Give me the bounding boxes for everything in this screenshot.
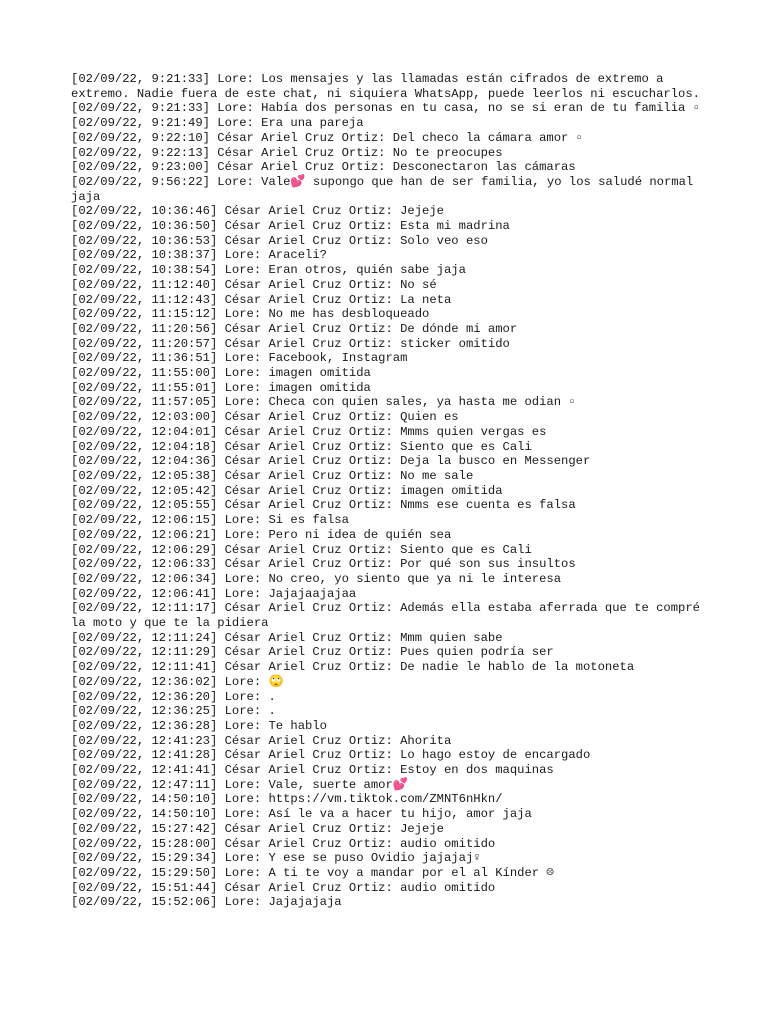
- chat-line: [02/09/22, 12:06:41] Lore: Jajajaajajaa: [71, 586, 357, 601]
- chat-line: [02/09/22, 11:15:12] Lore: No me has desbloqueado: [71, 307, 430, 322]
- chat-line: [02/09/22, 9:23:00] César Ariel Cruz Ortiz: Desconectaron las cámaras: [71, 160, 576, 175]
- chat-line: [02/09/22, 11:20:56] César Ariel Cruz Ortiz: De dónde mi amor: [71, 321, 518, 336]
- chat-line: [02/09/22, 15:27:42] César Ariel Cruz Ortiz: Jejeje: [71, 821, 444, 836]
- chat-line: [02/09/22, 11:57:05] Lore: Checa con quien sales, ya hasta me odian ▫: [71, 395, 576, 410]
- chat-line: [02/09/22, 12:11:29] César Ariel Cruz Ortiz: Pues quien podría ser: [71, 645, 554, 660]
- chat-line: [02/09/22, 9:22:10] César Ariel Cruz Ortiz: Del checo la cámara amor ▫: [71, 130, 583, 145]
- chat-line: [02/09/22, 12:05:38] César Ariel Cruz Ortiz: No me sale: [71, 468, 474, 483]
- chat-line: [02/09/22, 9:21:49] Lore: Era una pareja: [71, 116, 364, 131]
- chat-log: [71, 72, 708, 910]
- chat-line: [02/09/22, 12:36:02] Lore: 🙄: [71, 674, 284, 689]
- chat-line: [02/09/22, 15:52:06] Lore: Jajajajaja: [71, 895, 342, 910]
- chat-line: [02/09/22, 12:04:18] César Ariel Cruz Ortiz: Siento que es Cali: [71, 439, 532, 454]
- chat-line: [02/09/22, 12:05:42] César Ariel Cruz Ortiz: imagen omitida: [71, 483, 503, 498]
- chat-line: [02/09/22, 9:21:33] Lore: Había dos personas en tu casa, no se si eran de tu familia ▫: [71, 101, 700, 116]
- chat-line: [02/09/22, 14:50:10] Lore: https://vm.tiktok.com/ZMNT6nHkn/: [71, 792, 503, 807]
- chat-line: [02/09/22, 12:36:25] Lore: .: [71, 704, 276, 719]
- chat-line: [02/09/22, 12:11:17] César Ariel Cruz Ortiz: Además ella estaba aferrada que te compré la moto y que te la pidiera: [71, 601, 708, 631]
- chat-line: [02/09/22, 10:36:50] César Ariel Cruz Ortiz: Esta mi madrina: [71, 219, 510, 234]
- chat-line: [02/09/22, 12:11:41] César Ariel Cruz Ortiz: De nadie le hablo de la motoneta: [71, 660, 635, 675]
- chat-line: [02/09/22, 15:28:00] César Ariel Cruz Ortiz: audio omitido: [71, 836, 496, 851]
- chat-line: [02/09/22, 15:29:50] Lore: A ti te voy a mandar por el al Kínder ☹: [71, 865, 554, 880]
- chat-line: [02/09/22, 11:12:43] César Ariel Cruz Ortiz: La neta: [71, 292, 452, 307]
- chat-line: [02/09/22, 9:22:13] César Ariel Cruz Ortiz: No te preocupes: [71, 145, 503, 160]
- chat-line: [02/09/22, 11:36:51] Lore: Facebook, Instagram: [71, 351, 408, 366]
- chat-line: [02/09/22, 11:55:01] Lore: imagen omitida: [71, 380, 371, 395]
- chat-line: [02/09/22, 12:06:21] Lore: Pero ni idea de quién sea: [71, 527, 452, 542]
- chat-line: [02/09/22, 12:06:29] César Ariel Cruz Ortiz: Siento que es Cali: [71, 542, 532, 557]
- chat-line: [02/09/22, 11:55:00] Lore: imagen omitida: [71, 366, 371, 381]
- chat-line: [02/09/22, 12:06:34] Lore: No creo, yo siento que ya ni le interesa: [71, 571, 562, 586]
- chat-line: [02/09/22, 14:50:10] Lore: Así le va a hacer tu hijo, amor jaja: [71, 807, 532, 822]
- chat-line: [02/09/22, 15:29:34] Lore: Y ese se puso Ovidio jajajaj♀: [71, 851, 481, 866]
- chat-line: [02/09/22, 12:06:33] César Ariel Cruz Ortiz: Por qué son sus insultos: [71, 557, 576, 572]
- chat-line: [02/09/22, 12:04:01] César Ariel Cruz Ortiz: Mmms quien vergas es: [71, 424, 547, 439]
- chat-line: [02/09/22, 11:12:40] César Ariel Cruz Ortiz: No sé: [71, 277, 437, 292]
- chat-line: [02/09/22, 12:36:28] Lore: Te hablo: [71, 718, 327, 733]
- chat-line: [02/09/22, 12:11:24] César Ariel Cruz Ortiz: Mmm quien sabe: [71, 630, 503, 645]
- chat-line: [02/09/22, 12:47:11] Lore: Vale, suerte amor💕: [71, 777, 408, 792]
- chat-line: [02/09/22, 15:51:44] César Ariel Cruz Ortiz: audio omitido: [71, 880, 496, 895]
- chat-line: [02/09/22, 12:41:41] César Ariel Cruz Ortiz: Estoy en dos maquinas: [71, 763, 554, 778]
- chat-line: [02/09/22, 10:38:54] Lore: Eran otros, quién sabe jaja: [71, 263, 466, 278]
- chat-line: [02/09/22, 12:05:55] César Ariel Cruz Ortiz: Nmms ese cuenta es falsa: [71, 498, 576, 513]
- chat-line: [02/09/22, 9:56:22] Lore: Vale💕 supongo que han de ser familia, yo los saludé normal jaja: [71, 174, 701, 204]
- chat-line: [02/09/22, 12:41:28] César Ariel Cruz Ortiz: Lo hago estoy de encargado: [71, 748, 591, 763]
- chat-line: [02/09/22, 10:36:46] César Ariel Cruz Ortiz: Jejeje: [71, 204, 444, 219]
- chat-line: [02/09/22, 11:20:57] César Ariel Cruz Ortiz: sticker omitido: [71, 336, 510, 351]
- chat-line: [02/09/22, 12:36:20] Lore: .: [71, 689, 276, 704]
- chat-line: [02/09/22, 12:41:23] César Ariel Cruz Ortiz: Ahorita: [71, 733, 452, 748]
- chat-line: [02/09/22, 10:38:37] Lore: Araceli?: [71, 248, 327, 263]
- chat-line: [02/09/22, 12:03:00] César Ariel Cruz Ortiz: Quien es: [71, 410, 459, 425]
- chat-line: [02/09/22, 10:36:53] César Ariel Cruz Ortiz: Solo veo eso: [71, 233, 488, 248]
- chat-line: [02/09/22, 12:06:15] Lore: Si es falsa: [71, 513, 349, 528]
- chat-line: [02/09/22, 12:04:36] César Ariel Cruz Ortiz: Deja la busco en Messenger: [71, 454, 591, 469]
- chat-line: [02/09/22, 9:21:33] Lore: Los mensajes y las llamadas están cifrados de extremo a extremo. Nadie fuera de este chat, ni siquiera WhatsApp, puede leerlos ni escucharlos.: [71, 72, 700, 101]
